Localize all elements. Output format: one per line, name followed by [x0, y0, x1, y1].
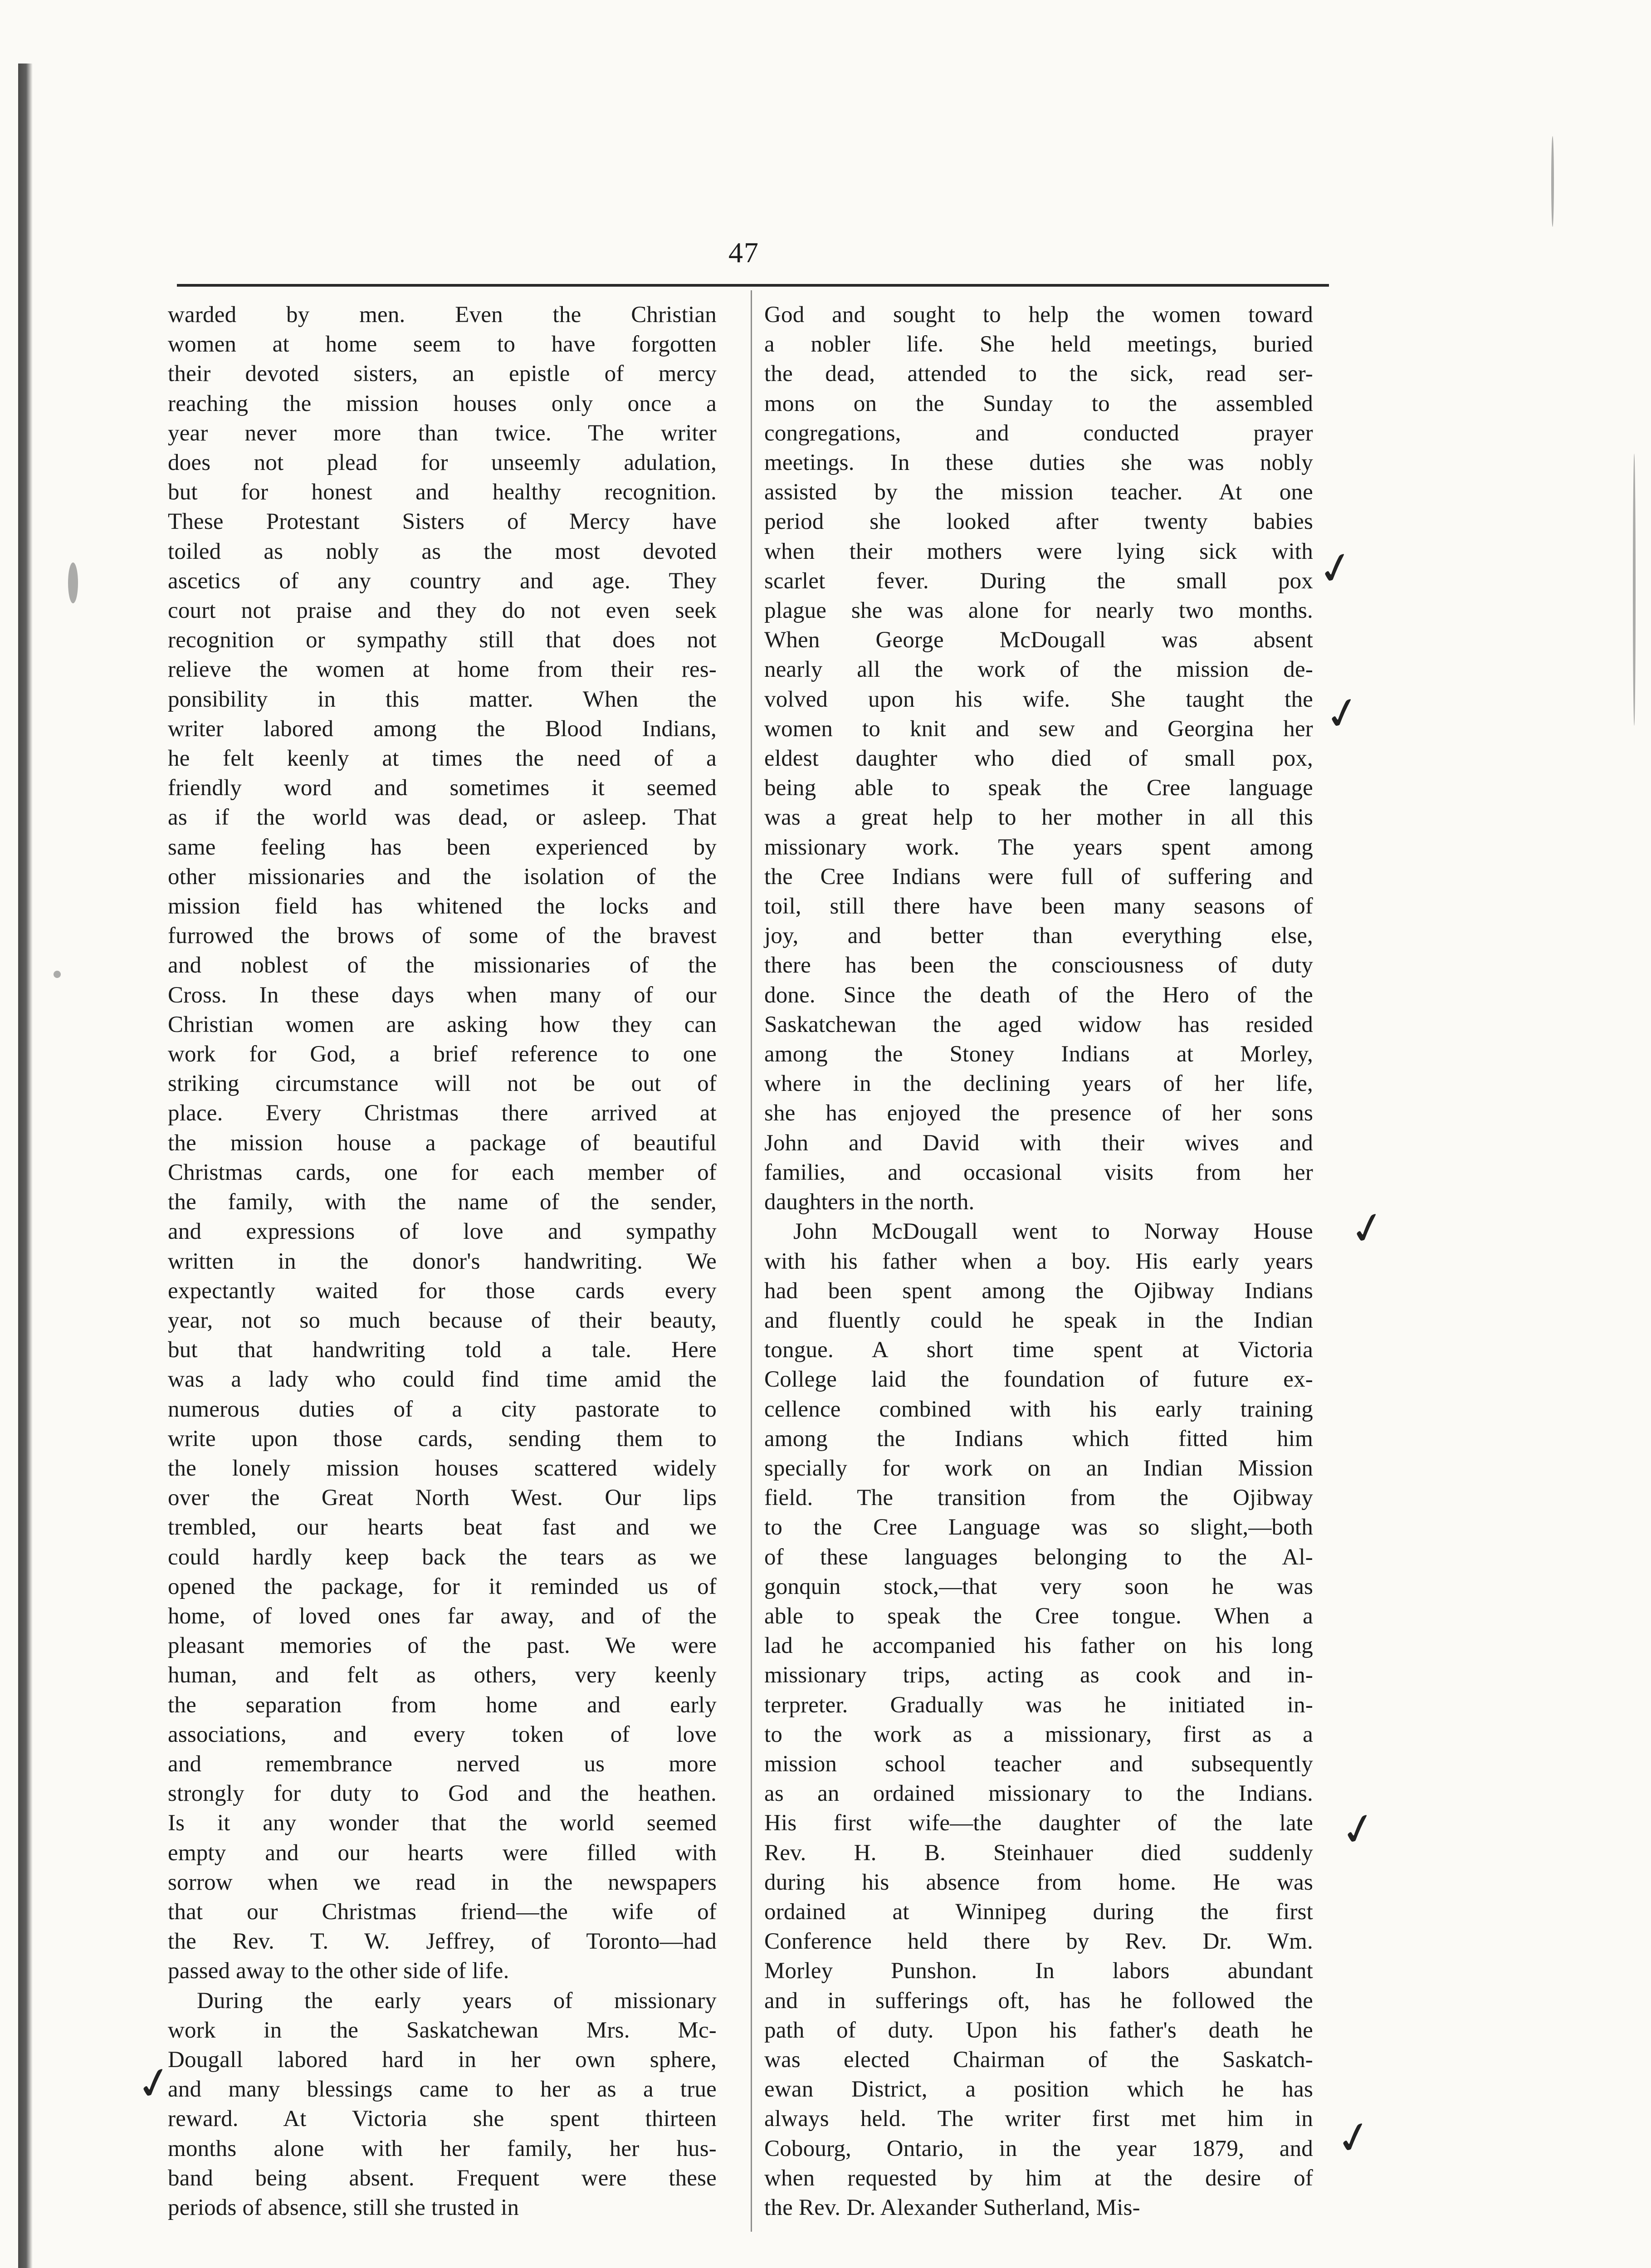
text-line: empty and our hearts were filled with	[168, 1840, 717, 1866]
text-line: same feeling has been experienced by	[168, 834, 717, 860]
text-line: among the Indians which fitted him	[764, 1426, 1313, 1452]
text-line: Cobourg, Ontario, in the year 1879, and	[764, 2136, 1313, 2161]
text-line: meetings. In these duties she was nobly	[764, 450, 1313, 476]
margin-check-mark-icon: ✓	[1335, 1800, 1382, 1858]
text-line: missionary trips, acting as cook and in-	[764, 1662, 1313, 1688]
scan-speck	[54, 971, 61, 978]
text-line: When George McDougall was absent	[764, 627, 1313, 653]
text-line: volved upon his wife. She taught the	[764, 686, 1313, 712]
scan-speck	[1633, 454, 1636, 726]
margin-check-mark-icon: ✓	[1331, 2109, 1377, 2167]
text-line: during his absence from home. He was	[764, 1869, 1313, 1895]
text-line: expectantly waited for those cards every	[168, 1278, 717, 1304]
text-line: as an ordained missionary to the Indians.	[764, 1781, 1313, 1807]
text-line: warded by men. Even the Christian	[168, 302, 717, 327]
text-line: period she looked after twenty babies	[764, 509, 1313, 535]
text-line: toil, still there have been many seasons of	[764, 894, 1313, 919]
text-line: His first wife—the daughter of the late	[764, 1810, 1313, 1836]
text-line: was a great help to her mother in all this	[764, 805, 1313, 831]
text-line: Cross. In these days when many of our	[168, 982, 717, 1008]
margin-check-mark-icon: ✓	[1344, 1199, 1391, 1257]
text-line: place. Every Christmas there arrived at	[168, 1100, 717, 1126]
text-line: the dead, attended to the sick, read ser-	[764, 361, 1313, 387]
text-line: toiled as nobly as the most devoted	[168, 538, 717, 564]
text-line: eldest daughter who died of small pox,	[764, 746, 1313, 772]
text-line: done. Since the death of the Hero of the	[764, 982, 1313, 1008]
text-line: reaching the mission houses only once a	[168, 391, 717, 416]
text-line: nearly all the work of the mission de-	[764, 657, 1313, 683]
header-rule	[177, 284, 1329, 287]
text-line: and expressions of love and sympathy	[168, 1219, 717, 1245]
text-line: scarlet fever. During the small pox	[764, 568, 1313, 594]
page-number: 47	[728, 236, 759, 269]
text-line: the separation from home and early	[168, 1692, 717, 1718]
text-line: among the Stoney Indians at Morley,	[764, 1041, 1313, 1067]
text-line: God and sought to help the women toward	[764, 302, 1313, 327]
text-line: women at home seem to have forgotten	[168, 332, 717, 357]
left-column	[168, 300, 717, 2223]
text-line: families, and occasional visits from her	[764, 1159, 1313, 1185]
text-line: striking circumstance will not be out of	[168, 1071, 717, 1097]
text-line: ponsibility in this matter. When the	[168, 686, 717, 712]
scan-binding-edge	[18, 64, 33, 2268]
text-line: she has enjoyed the presence of her sons	[764, 1100, 1313, 1126]
text-line: trembled, our hearts beat fast and we	[168, 1515, 717, 1540]
text-line: mission school teacher and subsequently	[764, 1751, 1313, 1777]
text-line: when their mothers were lying sick with	[764, 538, 1313, 564]
text-line: College laid the foundation of future ex-	[764, 1367, 1313, 1393]
text-line: written in the donor's handwriting. We	[168, 1248, 717, 1274]
text-line: plague she was alone for nearly two months.	[764, 598, 1313, 624]
text-line: their devoted sisters, an epistle of mercy	[168, 361, 717, 387]
text-line: terpreter. Gradually was he initiated in-	[764, 1692, 1313, 1718]
text-line: relieve the women at home from their res-	[168, 657, 717, 683]
text-line: mission field has whitened the locks and	[168, 894, 717, 919]
text-line: During the early years of missionary	[197, 1988, 717, 2014]
text-line: year, not so much because of their beauty,	[168, 1307, 717, 1333]
text-line: to the work as a missionary, first as a	[764, 1721, 1313, 1747]
text-line: strongly for duty to God and the heathen.	[168, 1781, 717, 1807]
text-line: These Protestant Sisters of Mercy have	[168, 509, 717, 535]
text-line: the Rev. Dr. Alexander Sutherland, Mis-	[764, 2195, 1140, 2220]
text-line: there has been the consciousness of duty	[764, 953, 1313, 978]
text-line: friendly word and sometimes it seemed	[168, 775, 717, 801]
text-line: Rev. H. B. Steinhauer died suddenly	[764, 1840, 1313, 1866]
text-line: the Rev. T. W. Jeffrey, of Toronto—had	[168, 1929, 717, 1955]
text-line: field. The transition from the Ojibway	[764, 1485, 1313, 1511]
text-line: and fluently could he speak in the Indian	[764, 1307, 1313, 1333]
text-line: recognition or sympathy still that does not	[168, 627, 717, 653]
text-line: year never more than twice. The writer	[168, 420, 717, 446]
text-line: but that handwriting told a tale. Here	[168, 1337, 717, 1363]
text-line: John McDougall went to Norway House	[793, 1219, 1313, 1245]
text-line: mons on the Sunday to the assembled	[764, 391, 1313, 416]
text-line: sorrow when we read in the newspapers	[168, 1869, 717, 1895]
text-line: was elected Chairman of the Saskatch-	[764, 2047, 1313, 2072]
text-line: and noblest of the missionaries of the	[168, 953, 717, 978]
text-line: joy, and better than everything else,	[764, 923, 1313, 949]
text-line: numerous duties of a city pastorate to	[168, 1396, 717, 1422]
text-line: other missionaries and the isolation of the	[168, 864, 717, 890]
text-line: writer labored among the Blood Indians,	[168, 716, 717, 742]
text-line: does not plead for unseemly adulation,	[168, 450, 717, 476]
text-line: ordained at Winnipeg during the first	[764, 1899, 1313, 1925]
text-line: able to speak the Cree tongue. When a	[764, 1603, 1313, 1629]
text-line: path of duty. Upon his father's death he	[764, 2017, 1313, 2043]
text-line: tongue. A short time spent at Victoria	[764, 1337, 1313, 1363]
text-line: specially for work on an Indian Mission	[764, 1455, 1313, 1481]
text-line: congregations, and conducted prayer	[764, 420, 1313, 446]
text-line: periods of absence, still she trusted in	[168, 2195, 519, 2220]
text-line: a nobler life. She held meetings, buried	[764, 332, 1313, 357]
margin-check-mark-icon: ✓	[131, 2054, 178, 2112]
text-line: women to knit and sew and Georgina her	[764, 716, 1313, 742]
text-line: the Cree Indians were full of suffering and	[764, 864, 1313, 890]
text-line: could hardly keep back the tears as we	[168, 1544, 717, 1570]
text-line: human, and felt as others, very keenly	[168, 1662, 717, 1688]
text-line: that our Christmas friend—the wife of	[168, 1899, 717, 1925]
text-line: to the Cree Language was so slight,—both	[764, 1515, 1313, 1540]
text-line: when requested by him at the desire of	[764, 2165, 1313, 2191]
text-line: the family, with the name of the sender,	[168, 1189, 717, 1215]
text-line: Christmas cards, one for each member of	[168, 1159, 717, 1185]
text-line: cellence combined with his early training	[764, 1396, 1313, 1422]
text-line: he felt keenly at times the need of a	[168, 746, 717, 772]
text-line: the mission house a package of beautiful	[168, 1130, 717, 1156]
scan-speck	[68, 562, 78, 603]
text-line: opened the package, for it reminded us of	[168, 1574, 717, 1599]
text-line: furrowed the brows of some of the bravest	[168, 923, 717, 949]
text-line: daughters in the north.	[764, 1189, 975, 1215]
text-line: court not praise and they do not even seek	[168, 598, 717, 624]
text-line: of these languages belonging to the Al-	[764, 1544, 1313, 1570]
text-line: the lonely mission houses scattered widely	[168, 1455, 717, 1481]
text-line: being able to speak the Cree language	[764, 775, 1313, 801]
text-line: home, of loved ones far away, and of the	[168, 1603, 717, 1629]
text-line: with his father when a boy. His early years	[764, 1248, 1313, 1274]
scan-speck	[1551, 136, 1554, 227]
text-line: work in the Saskatchewan Mrs. Mc-	[168, 2017, 717, 2043]
text-line: passed away to the other side of life.	[168, 1958, 509, 1984]
text-line: as if the world was dead, or asleep. That	[168, 805, 717, 831]
text-line: over the Great North West. Our lips	[168, 1485, 717, 1511]
margin-check-mark-icon: ✓	[1313, 539, 1359, 597]
text-line: and many blessings came to her as a true	[168, 2077, 717, 2102]
text-line: lad he accompanied his father on his long	[764, 1633, 1313, 1659]
text-line: gonquin stock,—that very soon he was	[764, 1574, 1313, 1599]
text-line: where in the declining years of her life,	[764, 1071, 1313, 1097]
text-line: Dougall labored hard in her own sphere,	[168, 2047, 717, 2072]
text-line: band being absent. Frequent were these	[168, 2165, 717, 2191]
text-line: ascetics of any country and age. They	[168, 568, 717, 594]
right-column	[764, 300, 1313, 2223]
text-line: ewan District, a position which he has	[764, 2077, 1313, 2102]
text-line: Conference held there by Rev. Dr. Wm.	[764, 1929, 1313, 1955]
text-line: had been spent among the Ojibway Indians	[764, 1278, 1313, 1304]
text-line: was a lady who could find time amid the	[168, 1367, 717, 1393]
text-line: missionary work. The years spent among	[764, 834, 1313, 860]
text-line: always held. The writer first met him in	[764, 2106, 1313, 2132]
text-line: associations, and every token of love	[168, 1721, 717, 1747]
text-line: Saskatchewan the aged widow has resided	[764, 1012, 1313, 1037]
text-line: months alone with her family, her hus-	[168, 2136, 717, 2161]
text-line: assisted by the mission teacher. At one	[764, 479, 1313, 505]
text-line: pleasant memories of the past. We were	[168, 1633, 717, 1659]
text-line: Christian women are asking how they can	[168, 1012, 717, 1037]
margin-check-mark-icon: ✓	[1319, 684, 1366, 743]
text-line: Morley Punshon. In labors abundant	[764, 1958, 1313, 1984]
text-line: but for honest and healthy recognition.	[168, 479, 717, 505]
text-line: Is it any wonder that the world seemed	[168, 1810, 717, 1836]
text-line: work for God, a brief reference to one	[168, 1041, 717, 1067]
text-line: and remembrance nerved us more	[168, 1751, 717, 1777]
text-line: write upon those cards, sending them to	[168, 1426, 717, 1452]
column-divider	[751, 290, 752, 2232]
text-line: reward. At Victoria she spent thirteen	[168, 2106, 717, 2132]
text-line: John and David with their wives and	[764, 1130, 1313, 1156]
text-line: and in sufferings oft, has he followed the	[764, 1988, 1313, 2014]
